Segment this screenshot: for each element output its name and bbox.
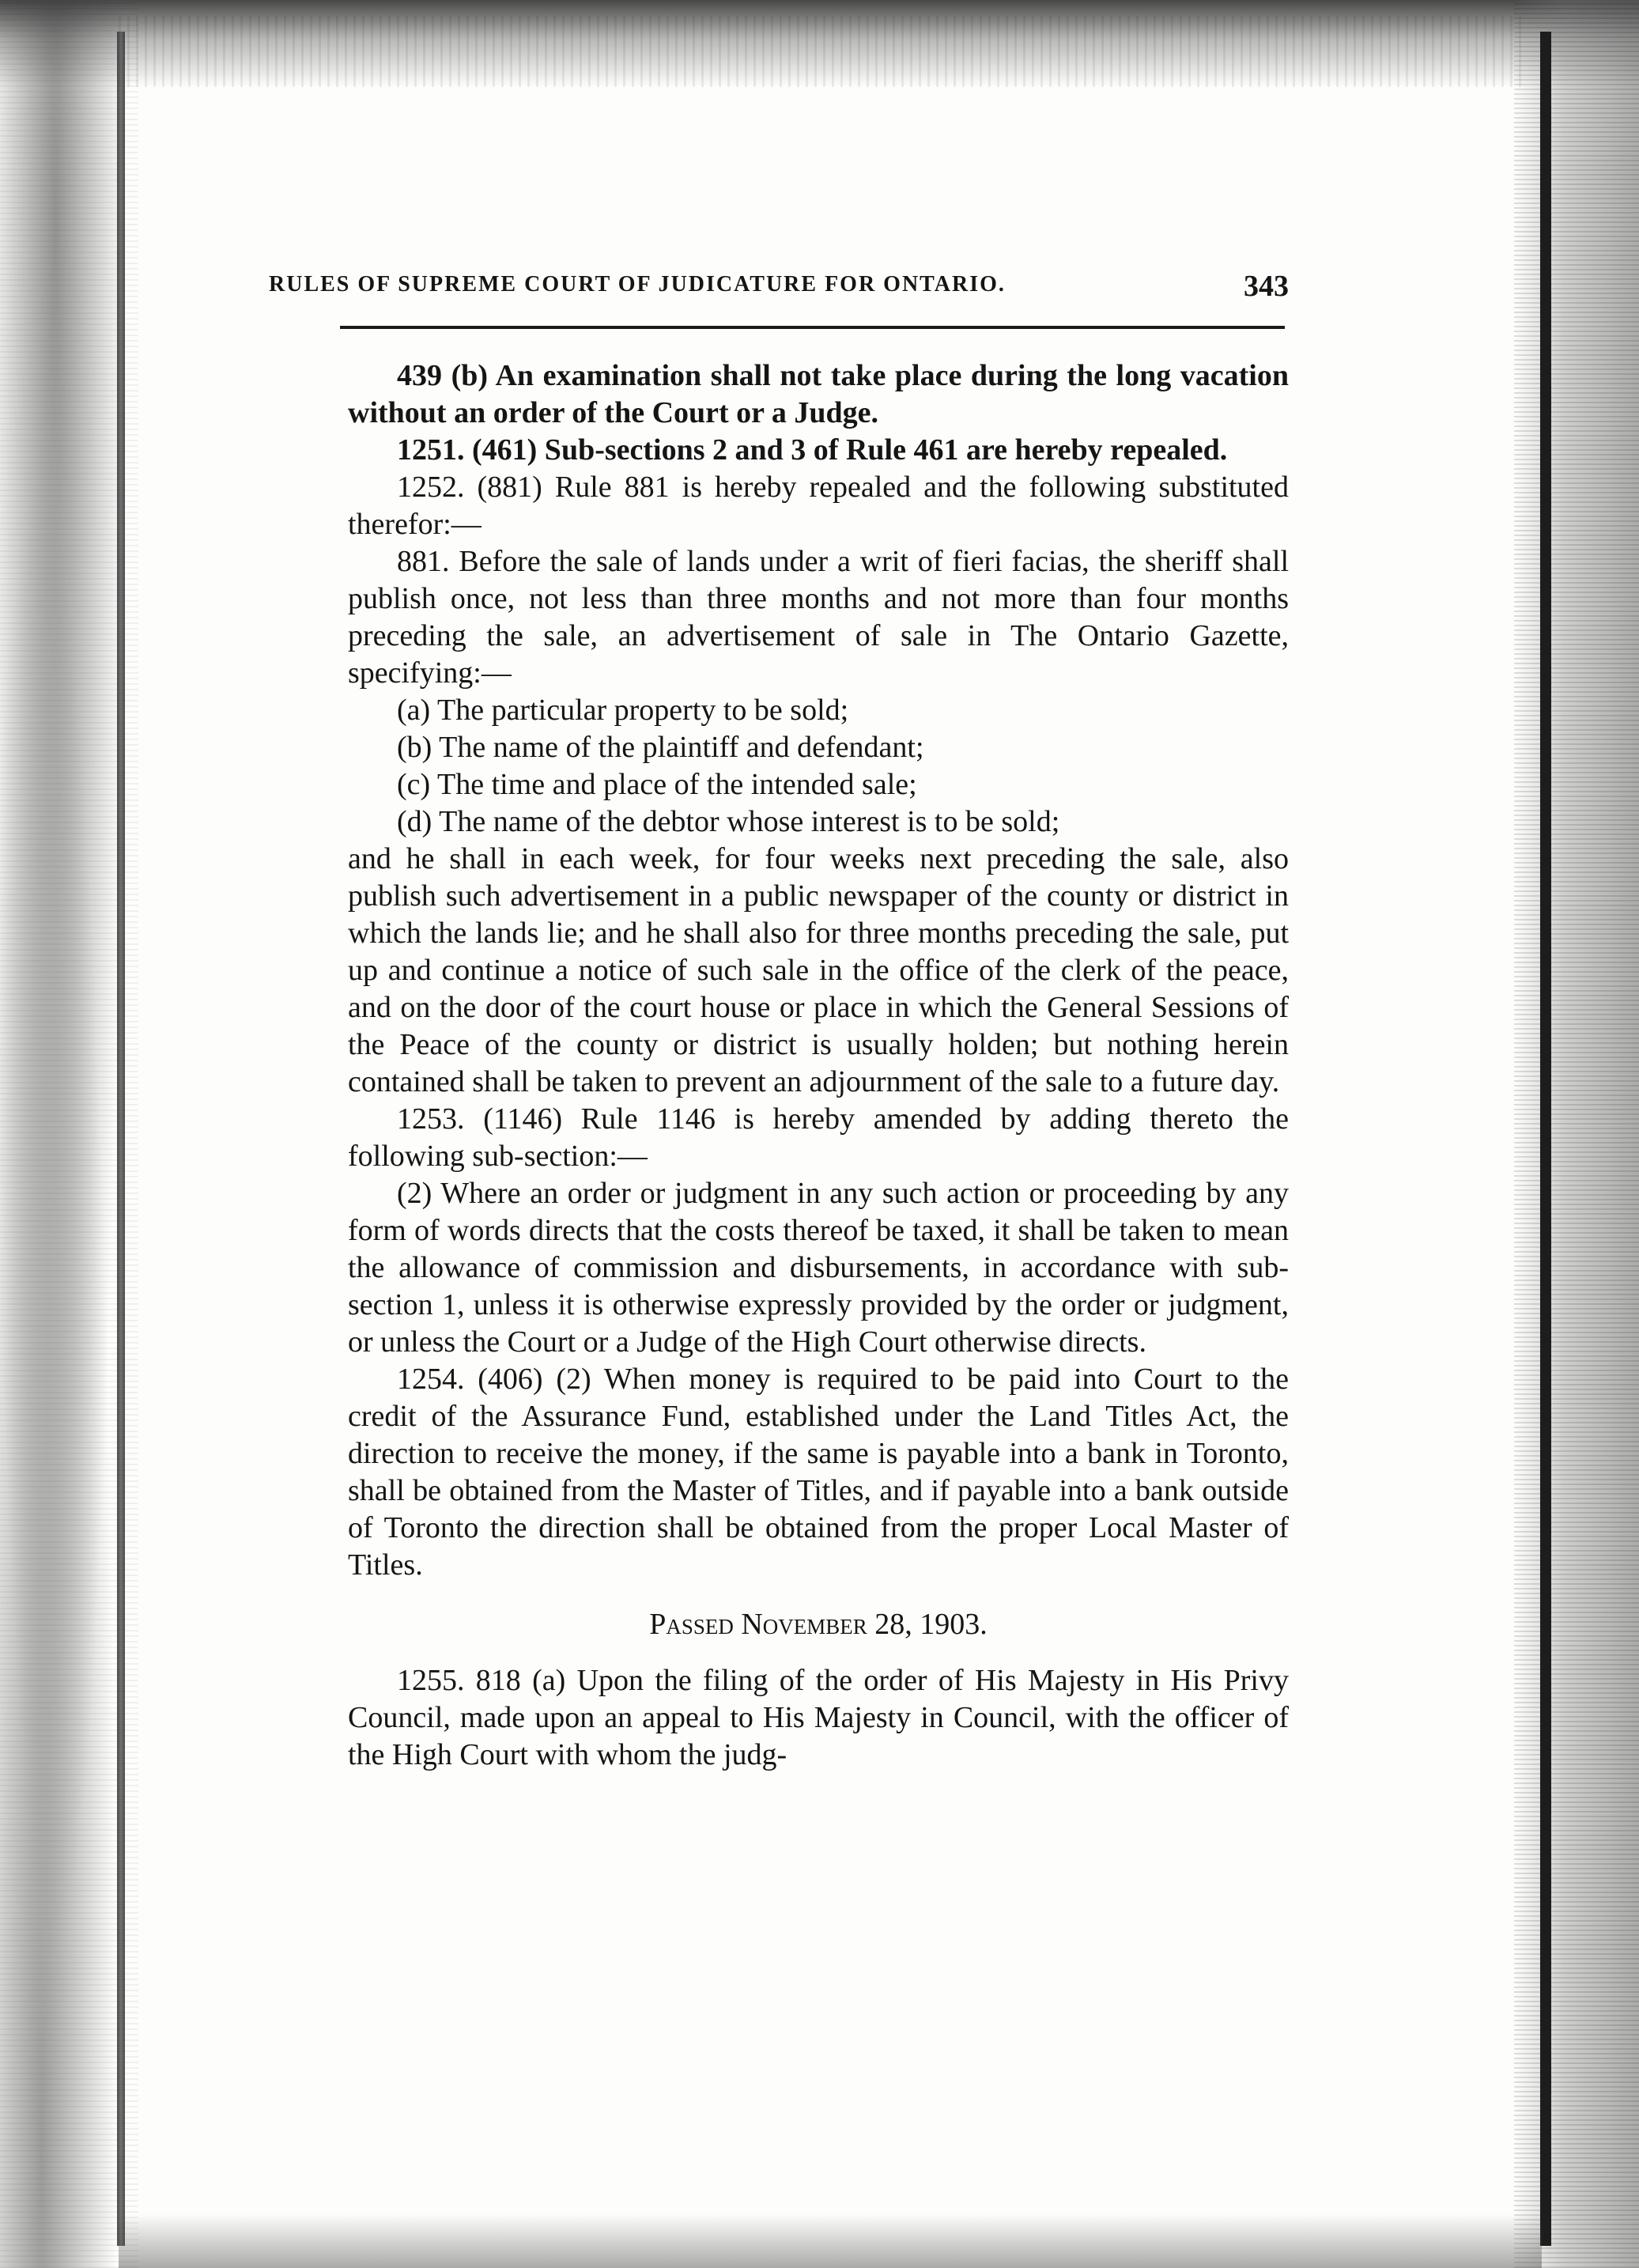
list-item-c: (c) The time and place of the intended sale; <box>397 768 917 801</box>
paragraph-881-continuation: and he shall in each week, for four weeks next preceding the sale, also publish such advertisement in a public newspaper of the county or district in which the lands lie; and he shall also for three months preceding the sale, put up and continue a notice of such sale in the office of the clerk of the peace, and on the door of the court house or place in which the General Sessions of the Peace of the county or district is usually holden; but nothing herein contained shall be taken to prevent an adjournment of the sale to a future day. <box>348 842 1289 1098</box>
list-item-a: (a) The particular property to be sold; <box>397 694 849 727</box>
paragraph-1251: 1251. (461) Sub-sections 2 and 3 of Rule 461 are hereby repealed. <box>397 433 1228 467</box>
paragraph-1255: 1255. 818 (a) Upon the filing of the order of His Majesty in His Privy Council, made upon an appeal to His Majesty in Council, with the officer of the High Court with whom the judg- <box>348 1664 1289 1771</box>
page-edge-left <box>117 32 125 2246</box>
list-item-b: (b) The name of the plaintiff and defendant; <box>397 731 924 764</box>
paragraph-1254: 1254. (406) (2) When money is required to be paid into Court to the credit of the Assurance Fund, established under the Land Titles Act, the direction to receive the money, if the same is payable into a bank in Toronto, shall be obtained from the Master of Titles, and if payable into a bank outside of Toronto the direction shall be obtained from the proper Local Master of Titles. <box>348 1363 1289 1582</box>
paragraph-1253: 1253. (1146) Rule 1146 is hereby amended by adding thereto the following sub-section:— <box>348 1102 1289 1173</box>
paragraph-1252: 1252. (881) Rule 881 is hereby repealed and the following substituted therefor:— <box>348 471 1289 541</box>
list-item-d: (d) The name of the debtor whose interest is to be sold; <box>397 805 1060 838</box>
header-rule <box>340 326 1285 329</box>
page-edge-right <box>1540 32 1551 2246</box>
scan-noise-top <box>119 16 1526 87</box>
paragraph-1253-subsection-2: (2) Where an order or judgment in any such action or proceeding by any form of words directs that the costs thereof be taxed, it shall be taken to mean the allowance of commission and disbursements, in accordance with sub-section 1, unless it is otherwise expressly provided by the order or judgment, or unless the Court or a Judge of the High Court otherwise directs. <box>348 1177 1289 1359</box>
page-number: 343 <box>1244 270 1289 303</box>
scan-shadow-bottom <box>119 2214 1542 2268</box>
paragraph-439b: 439 (b) An examination shall not take place during the long vacation without an order of the Court or a Judge. <box>348 359 1289 429</box>
page-body <box>348 357 1289 1774</box>
section-heading: Passed November 28, 1903. <box>649 1608 988 1641</box>
paragraph-881: 881. Before the sale of lands under a writ of fieri facias, the sheriff shall publish once, not less than three months and not more than four months preceding the sale, an advertisement of sale in The Ontario Gazette, specifying:— <box>348 545 1289 690</box>
scan-shadow-right <box>1514 0 1639 2268</box>
running-head: RULES OF SUPREME COURT OF JUDICATURE FOR ONTARIO. <box>269 272 1006 297</box>
page-header <box>269 269 1289 310</box>
